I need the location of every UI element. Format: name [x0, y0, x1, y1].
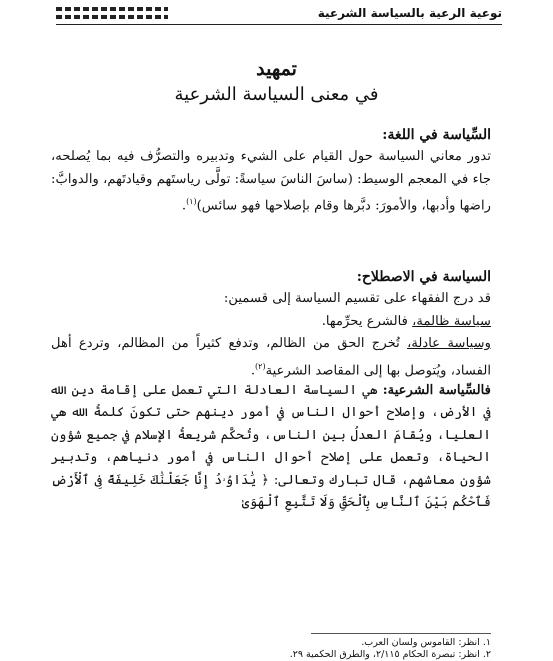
section-term-heading: السياسة في الاصطلاح: — [356, 269, 491, 285]
footnote-mark-1: (١) — [186, 197, 197, 207]
section-definition — [51, 380, 491, 514]
section-language-heading: السِّياسة في اللغة: — [382, 127, 491, 143]
definition-text: هي السياسة العادلة التي تعمل على إقامة دين الله في الأرض، وإصلاح أحوال الناس في أمور دينهم حتى تكونَ كلمةُ الله هي العليا، ويُقامَ العدلُ بين الناس، وتُحكَّم شريعةُ الإسلام في جميع شؤون الحياة، وتعمل على إصلاح أحوال الناس في أمور دنياهم، وتدبير شؤون معاشهم، قال تبارك وتعالى: — [51, 383, 491, 488]
section-term — [51, 266, 491, 382]
chapter-title: تمهيد — [256, 58, 297, 80]
language-paragraph: تدور معاني السياسة حول القيام على الشيء وتدبيره والتصرُّف فيه بما يُصلحه، جاء في المعجم الوسيط: (ساسَ الناسَ سياسةً: تولَّى رياستَهم وقيادتَهم، والدوابَّ: راضها وأدبها، والأمورَ: دبَّرها وقام بإصلاحها فهو سائس) — [51, 149, 491, 214]
section-term-intro: قد درج الفقهاء على تقسيم السياسة إلى قسمين: — [223, 291, 491, 307]
item2-label: وسياسة عادلة، — [407, 336, 491, 352]
item1-text: فالشرع يحرِّمها. — [321, 313, 413, 329]
section-language — [51, 124, 491, 218]
definition-term: فالسِّياسة الشرعية: — [382, 383, 491, 398]
running-header-title: توعية الرعية بالسياسة الشرعية — [317, 6, 502, 20]
footnote-2: ٢. انظر: تبصرة الحكام ٢/١١٥، والطرق الحكمية ٢٩. — [289, 649, 491, 660]
footnote-divider — [311, 633, 491, 634]
item2-text: تُخرج الحق من الظالم، وتدفع كثيراً من المظالم، وتردع أهل الفساد، ويُتوصل بها إلى المقاصد الشرعية — [51, 336, 491, 379]
footnote-1: ١. انظر: القاموس ولسان العرب. — [361, 637, 491, 648]
section-language-text: تدور معاني السياسة حول القيام على الشيء وتدبيره والتصرُّف فيه بما يُصلحه، جاء في المعجم الوسيط: (ساسَ الناسَ سياسةً: تولَّى رياستَهم وقيادتَهم، والدوابَّ: راضها وأدبها، والأمورَ: دبَّرها وقام بإصلاحها فهو سائس)$^{(١)}$. — [51, 149, 491, 214]
section-term-item2: وسياسة عادلة، تُخرج الحق من الظالم، وتدفع كثيراً من المظالم، وتردع أهل الفساد، ويُتوصل بها إلى المقاصد الشرعية$^{(٢)}$. — [51, 336, 491, 379]
footnote-mark-2: (٢) — [255, 361, 266, 371]
quran-verse: ﴿ يَٰدَاوُۥدُ إِنَّا جَعَلْنَٰكَ خَلِيفَةً فِى ٱلْأَرْضِ فَٱحْكُم بَيْنَ ٱلنَّاسِ بِٱلْحَقِّ وَلَا تَتَّبِعِ ٱلْهَوَىٰ — [51, 472, 491, 511]
item1-label: سياسة ظالمة، — [412, 313, 491, 329]
header-ornament — [56, 7, 168, 19]
running-header — [56, 4, 502, 25]
section-term-item1 — [51, 311, 491, 333]
chapter-subtitle: في معنى السياسة الشرعية — [174, 84, 379, 105]
